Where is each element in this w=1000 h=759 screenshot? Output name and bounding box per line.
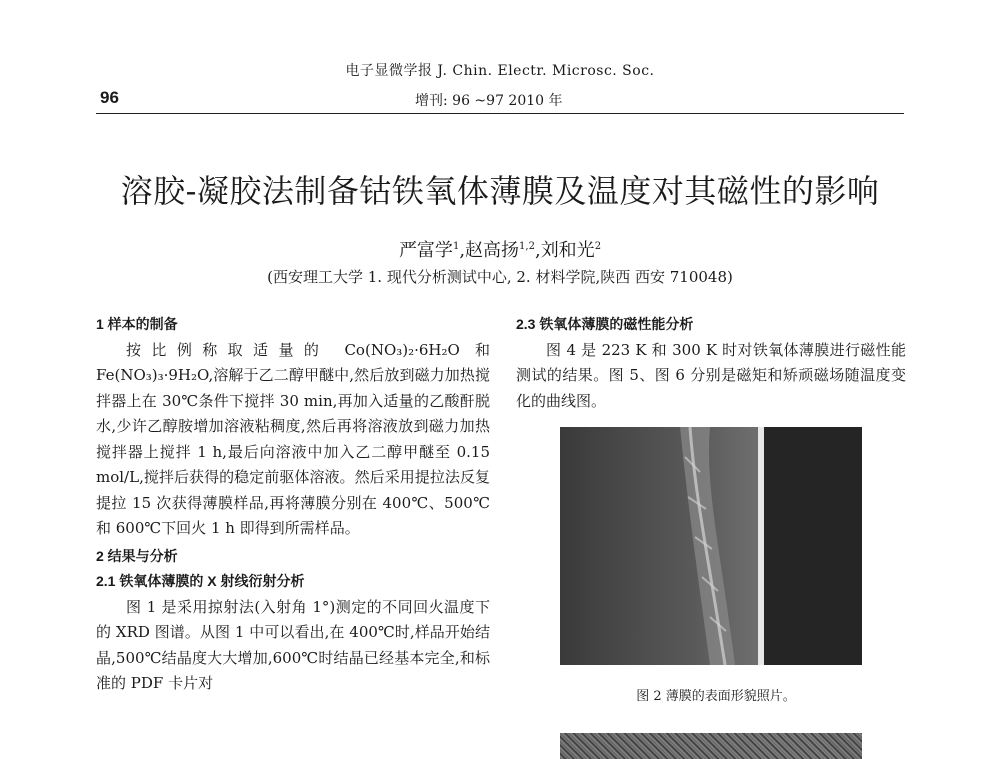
paper-title: 溶胶-凝胶法制备钴铁氧体薄膜及温度对其磁性的影响 (120, 172, 880, 210)
section-heading: 1 样本的制备 (96, 316, 178, 332)
author-name: 刘和光 (540, 240, 595, 261)
left-column (96, 312, 490, 697)
author-affil-mark: 1 (452, 241, 460, 252)
paragraph: 图 4 是 223 K 和 300 K 时对铁氧体薄膜进行磁性能测试的结果。图 5、图 6 分别是磁矩和矫顽磁场随温度变化的曲线图。 (516, 340, 906, 410)
issue-info: 增刊: 96 ~97 2010 年 (415, 93, 563, 109)
author-name: 赵高扬 (465, 240, 520, 261)
header-rule (96, 113, 904, 114)
authors: 严富学$^1$,赵高扬$^{1,2}$,刘和光$^2$ (398, 240, 602, 261)
author-affil-mark: 1,2 (519, 241, 535, 252)
page-number: 96 (100, 88, 119, 107)
right-column (516, 312, 906, 414)
subsection-heading: 2.1 铁氧体薄膜的 X 射线衍射分析 (96, 573, 305, 589)
paragraph: 图 1 是采用掠射法(入射角 1°)测定的不同回火温度下的 XRD 图谱。从图 1 中可以看出,在 400℃时,样品开始结晶,500℃结晶度大大增加,600℃时结晶已经基本完全,和标准的 PDF 卡片对 (96, 597, 490, 692)
sem-micrograph-image (560, 427, 862, 665)
paragraph: 按比例称取适量的 Co(NO₃)₂·6H₂O 和 Fe(NO₃)₃·9H₂O,溶解于乙二醇甲醚中,然后放到磁力加热搅拌器上在 30℃条件下搅拌 30 min,再加入适量的乙酸酐脱水,少许乙醇胺增加溶液粘稠度,然后再将溶液放到磁力加热搅拌器上搅拌 1 h,最后向溶液中加入乙二醇甲醚至 0.15 mol/L,搅拌后获得的稳定前驱体溶液。然后采用提拉法反复提拉 15 次获得薄膜样品,再将薄膜分别在 400℃、500℃ 和 600℃下回火 1 h 即得到所需样品。 (96, 340, 490, 537)
figure-caption: 图 2 薄膜的表面形貌照片。 (636, 689, 796, 704)
journal-header: 电子显微学报 J. Chin. Electr. Microsc. Soc. (345, 63, 655, 79)
author-affil-mark: 2 (594, 241, 602, 252)
next-figure-partial (560, 733, 862, 759)
subsection-heading: 2.3 铁氧体薄膜的磁性能分析 (516, 316, 694, 332)
author-name: 严富学 (398, 240, 453, 261)
affiliation: (西安理工大学 1. 现代分析测试中心, 2. 材料学院,陕西 西安 710048) (267, 268, 733, 286)
sem-micrograph-figure (560, 427, 862, 665)
section-heading: 2 结果与分析 (96, 547, 178, 564)
